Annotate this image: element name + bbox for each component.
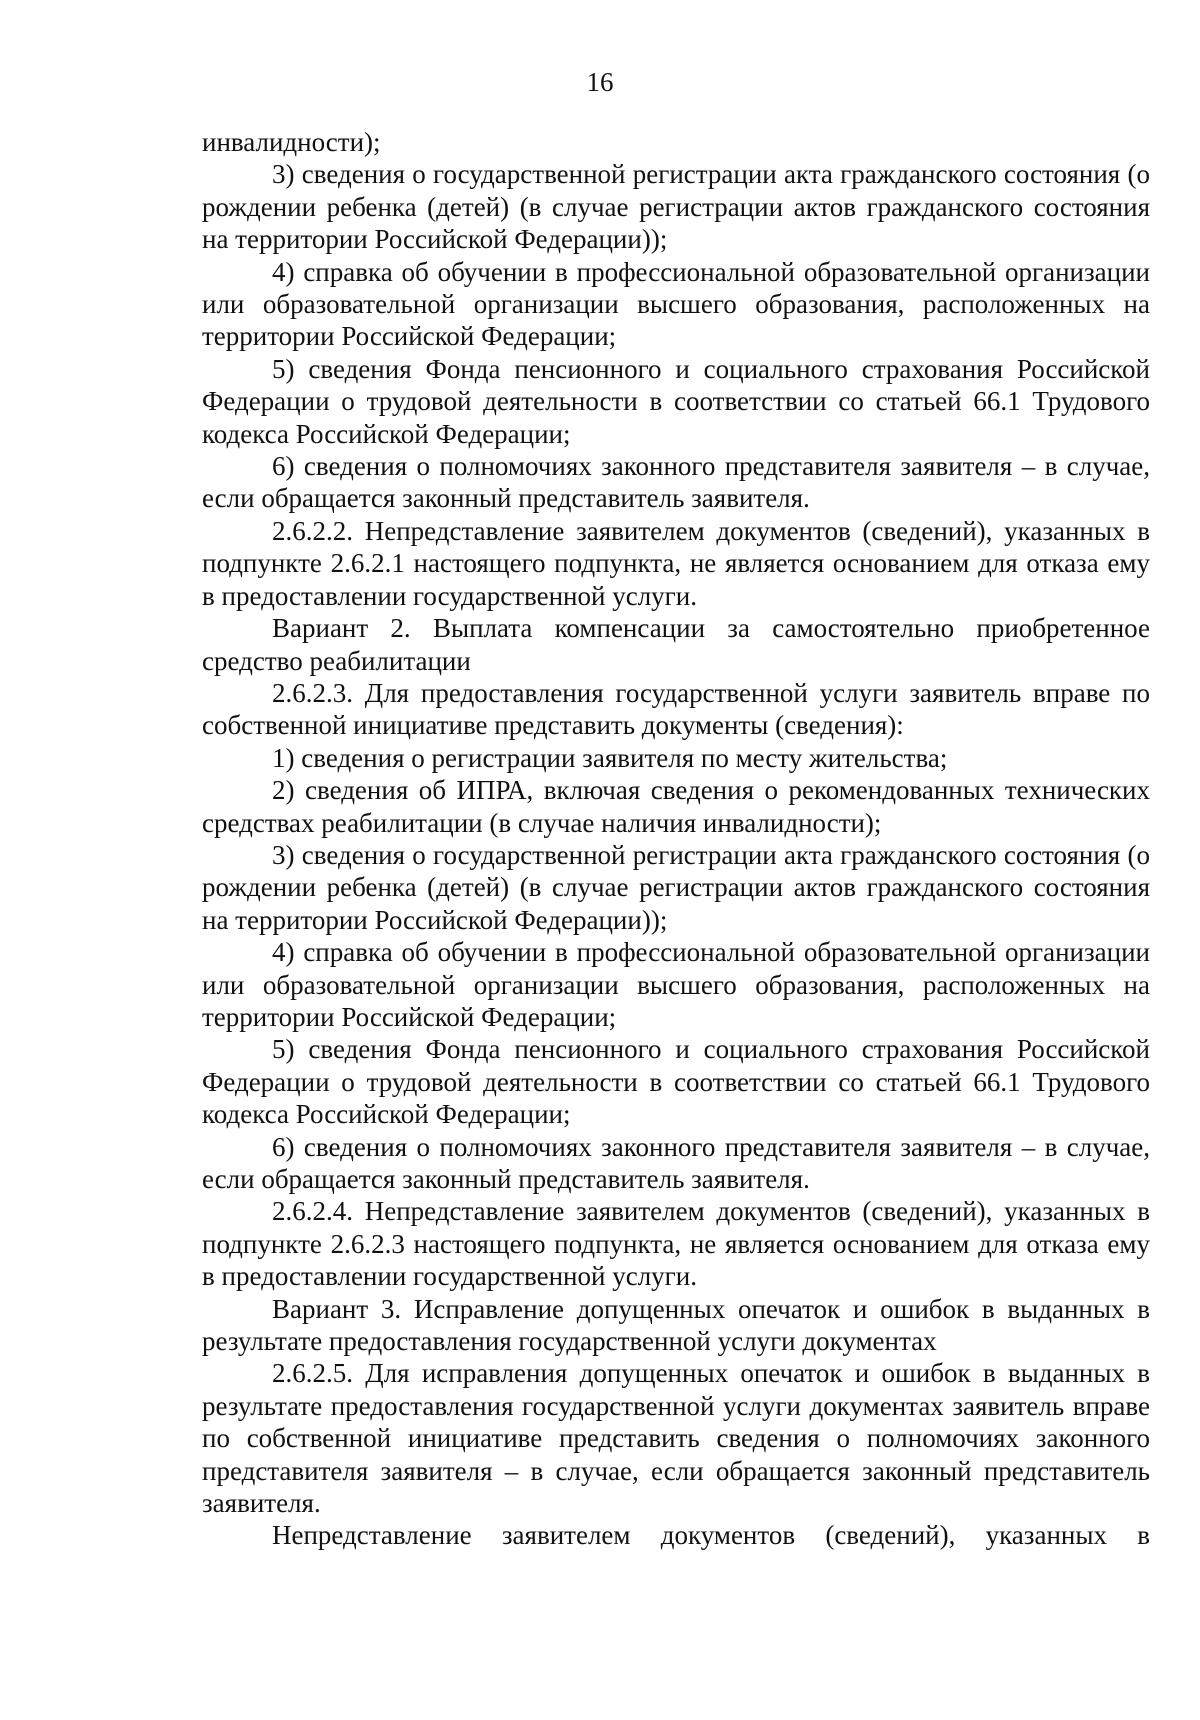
paragraph-item-6-legal-representative: 6) сведения о полномочиях законного представителя заявителя – в случае, если обращается законный представитель заявителя. [202,451,1150,514]
paragraph-continuation: инвалидности); [202,127,381,157]
paragraph-item-4-education-certificate-2: 4) справка об обучении в профессиональной образовательной организации или образовательной организации высшего образования, расположенных на территории Российской Федерации; [202,937,1150,1032]
document-body [202,126,1150,1552]
paragraph-item-3-birth-registration-2: 3) сведения о государственной регистрации акта гражданского состояния (о рождении ребенка (детей) (в случае регистрации актов гражданского состояния на территории Российской Федерации)); [202,839,1150,935]
paragraph-variant-3-heading: Вариант 3. Исправление допущенных опечаток и ошибок в выданных в результате предоставления государственной услуги документах [202,1293,1150,1357]
paragraph-2-6-2-3: 2.6.2.3. Для предоставления государственной услуги заявитель вправе по собственной инициативе представить документы (сведения): [202,677,1150,741]
paragraph-item-4-education-certificate: 4) справка об обучении в профессиональной образовательной организации или образовательной организации высшего образования, расположенных на территории Российской Федерации; [202,256,1150,352]
paragraph-variant-2-heading: Вариант 2. Выплата компенсации за самостоятельно приобретенное средство реабилитации [202,613,1150,676]
paragraph-item-5-pension-fund-info-2: 5) сведения Фонда пенсионного и социального страхования Российской Федерации о трудовой деятельности в соответствии со статьей 66.1 Трудового кодекса Российской Федерации; [202,1034,1150,1130]
paragraph-item-3-birth-registration: 3) сведения о государственной регистрации акта гражданского состояния (о рождении ребенка (детей) (в случае регистрации актов гражданского состояния на территории Российской Федерации)); [202,159,1150,255]
paragraph-non-submission-continued: Непредставление заявителем документов (сведений), указанных в [272,1520,1150,1551]
paragraph-2-6-2-2: 2.6.2.2. Непредставление заявителем документов (сведений), указанных в подпункте 2.6.2.1 настоящего подпункта, не является основанием для отказа ему в предоставлении государственной услуги. [202,515,1150,611]
page-number: 16 [586,67,614,97]
paragraph-item-2-ipra-info: 2) сведения об ИПРА, включая сведения о рекомендованных технических средствах реабилитации (в случае наличия инвалидности); [202,775,1150,838]
paragraph-item-6-legal-representative-2: 6) сведения о полномочиях законного представителя заявителя – в случае, если обращается законный представитель заявителя. [202,1131,1150,1194]
paragraph-2-6-2-4: 2.6.2.4. Непредставление заявителем документов (сведений), указанных в подпункте 2.6.2.3 настоящего подпункта, не является основанием для отказа ему в предоставлении государственной услуги. [202,1196,1150,1292]
paragraph-2-6-2-5: 2.6.2.5. Для исправления допущенных опечаток и ошибок в выданных в результате предоставления государственной услуги документах заявитель вправе по собственной инициативе представить сведения о полномочиях законного представителя заявителя – в случае, если обращается законный представитель заявителя. [202,1358,1150,1519]
paragraph-item-5-pension-fund-info: 5) сведения Фонда пенсионного и социального страхования Российской Федерации о трудовой деятельности в соответствии со статьей 66.1 Трудового кодекса Российской Федерации; [202,353,1150,449]
paragraph-item-1-residence-registration: 1) сведения о регистрации заявителя по месту жительства; [272,742,948,773]
